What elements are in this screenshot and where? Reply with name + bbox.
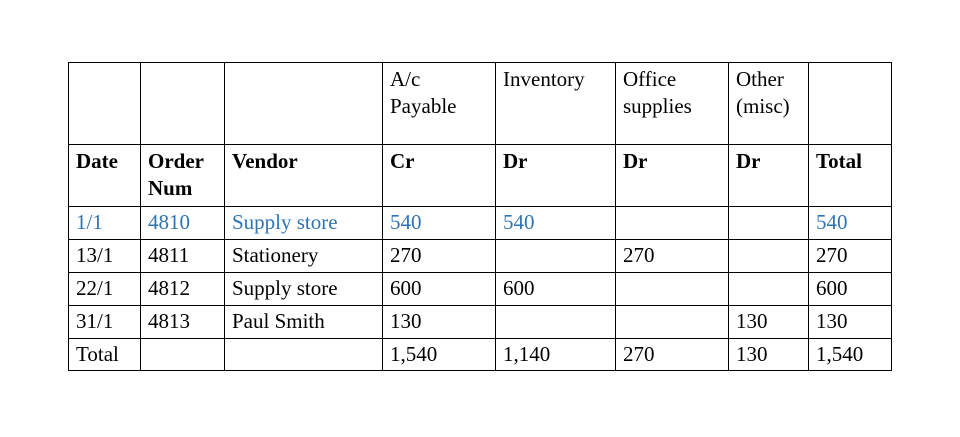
cell-vendor: Supply store <box>225 207 383 240</box>
cell-ap-cr: 1,540 <box>383 338 496 371</box>
group-header-cell-office-supplies: Office supplies <box>616 63 729 145</box>
cell-inventory-dr <box>496 305 616 338</box>
group-header-cell-1 <box>69 63 141 145</box>
cell-date: 13/1 <box>69 239 141 272</box>
cell-total: 540 <box>809 207 892 240</box>
group-header-cell-2 <box>141 63 225 145</box>
group-header-cell-8 <box>809 63 892 145</box>
cell-ap-cr: 270 <box>383 239 496 272</box>
group-header-cell-inventory: Inventory <box>496 63 616 145</box>
cell-vendor: Supply store <box>225 272 383 305</box>
column-header-other-dr: Dr <box>729 145 809 207</box>
cell-order-num: 4813 <box>141 305 225 338</box>
cell-order-num <box>141 338 225 371</box>
cell-inventory-dr <box>496 239 616 272</box>
cell-inventory-dr: 600 <box>496 272 616 305</box>
cell-total: 130 <box>809 305 892 338</box>
cell-total: 600 <box>809 272 892 305</box>
table-row <box>69 272 892 305</box>
cell-other-dr: 130 <box>729 338 809 371</box>
cell-total: 270 <box>809 239 892 272</box>
cell-office-dr: 270 <box>616 338 729 371</box>
cell-vendor <box>225 338 383 371</box>
cell-office-dr: 270 <box>616 239 729 272</box>
accounts-payable-ledger-table <box>68 62 892 371</box>
group-header-cell-other-misc: Other (misc) <box>729 63 809 145</box>
cell-vendor: Paul Smith <box>225 305 383 338</box>
table-row <box>69 239 892 272</box>
column-header-ap-cr: Cr <box>383 145 496 207</box>
cell-date: 1/1 <box>69 207 141 240</box>
table-row <box>69 207 892 240</box>
group-header-cell-3 <box>225 63 383 145</box>
cell-order-num: 4810 <box>141 207 225 240</box>
cell-other-dr <box>729 207 809 240</box>
cell-office-dr <box>616 272 729 305</box>
column-header-date: Date <box>69 145 141 207</box>
column-header-order-num: Order Num <box>141 145 225 207</box>
column-header-vendor: Vendor <box>225 145 383 207</box>
column-header-inventory-dr: Dr <box>496 145 616 207</box>
cell-ap-cr: 130 <box>383 305 496 338</box>
cell-order-num: 4811 <box>141 239 225 272</box>
cell-office-dr <box>616 305 729 338</box>
column-header-office-dr: Dr <box>616 145 729 207</box>
cell-date: 31/1 <box>69 305 141 338</box>
cell-other-dr <box>729 239 809 272</box>
group-header-cell-accounts-payable: A/c Payable <box>383 63 496 145</box>
cell-other-dr: 130 <box>729 305 809 338</box>
cell-inventory-dr: 540 <box>496 207 616 240</box>
table-row <box>69 305 892 338</box>
cell-order-num: 4812 <box>141 272 225 305</box>
column-header-total: Total <box>809 145 892 207</box>
cell-total-label: Total <box>69 338 141 371</box>
cell-ap-cr: 600 <box>383 272 496 305</box>
cell-other-dr <box>729 272 809 305</box>
table-column-header-row <box>69 145 892 207</box>
cell-ap-cr: 540 <box>383 207 496 240</box>
table-total-row <box>69 338 892 371</box>
cell-office-dr <box>616 207 729 240</box>
table-group-header-row <box>69 63 892 145</box>
cell-date: 22/1 <box>69 272 141 305</box>
cell-vendor: Stationery <box>225 239 383 272</box>
cell-total: 1,540 <box>809 338 892 371</box>
cell-inventory-dr: 1,140 <box>496 338 616 371</box>
